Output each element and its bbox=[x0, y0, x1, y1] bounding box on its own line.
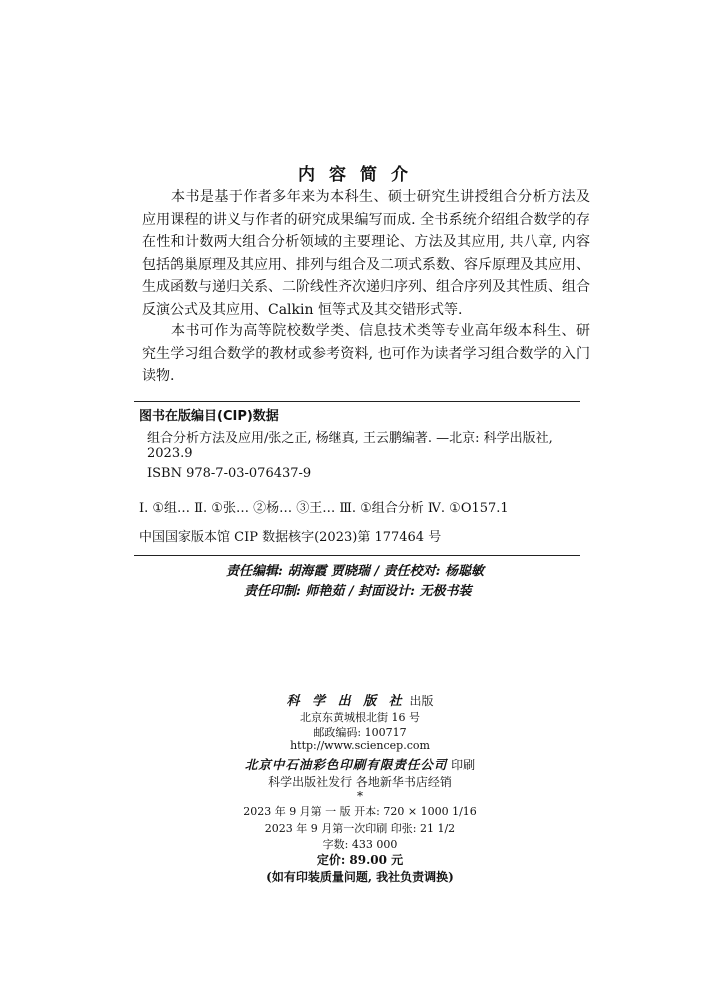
intro-paragraph-2-text: 本书可作为高等院校数学类、信息技术类等专业高年级本科生、研究生学习组合数学的教材或参考资料, 也可作为读者学习组合数学的入门读物. bbox=[142, 323, 590, 385]
price: 定价: 89.00 元 bbox=[316, 853, 404, 867]
intro-paragraph-2 bbox=[142, 320, 590, 388]
cip-top-rule bbox=[134, 401, 580, 402]
cip-entry-line-2: 2023.9 bbox=[147, 446, 193, 461]
publisher-line bbox=[0, 690, 720, 709]
edition-line: 2023 年 9 月第 一 版 开本: 720 × 1000 1/16 bbox=[243, 805, 477, 818]
intro-paragraph-1 bbox=[142, 186, 590, 322]
intro-title: 内容简介 bbox=[298, 165, 422, 185]
quality-notice: (如有印装质量问题, 我社负责调换) bbox=[266, 870, 454, 884]
publisher-suffix: 出版 bbox=[409, 694, 434, 708]
printer-name: 北京中石油彩色印刷有限责任公司 bbox=[244, 757, 448, 772]
cip-entry-line-1: 组合分析方法及应用/张之正, 杨继真, 王云鹏编著. —北京: 科学出版社, bbox=[147, 431, 553, 446]
publisher-address: 北京东黄城根北街 16 号 bbox=[300, 711, 420, 724]
printer-line bbox=[0, 755, 720, 773]
cip-classification: Ⅰ. ①组… Ⅱ. ①张… ②杨… ③王… Ⅲ. ①组合分析 Ⅳ. ①O157.1 bbox=[139, 501, 509, 516]
cip-number: 中国国家版本馆 CIP 数据核字(2023)第 177464 号 bbox=[139, 530, 442, 545]
publisher-name: 科 学 出 版 社 bbox=[286, 694, 406, 709]
credits-line-2: 责任印制: 师艳茹 / 封面设计: 无极书装 bbox=[244, 584, 472, 599]
publisher-url: http://www.sciencep.com bbox=[290, 739, 430, 752]
cip-bottom-rule bbox=[134, 555, 580, 556]
separator-star: * bbox=[357, 789, 363, 803]
distribution-line: 科学出版社发行 各地新华书店经销 bbox=[268, 775, 452, 789]
cip-heading: 图书在版编目(CIP)数据 bbox=[139, 409, 279, 424]
printing-line: 2023 年 9 月第一次印刷 印张: 21 1/2 bbox=[264, 822, 456, 835]
intro-paragraph-1-text: 本书是基于作者多年来为本科生、硕士研究生讲授组合分析方法及应用课程的讲义与作者的研究成果编写而成. 全书系统介绍组合数学的存在性和计数两大组合分析领域的主要理论、方法及其应用, 共八章, 内容包括鸽巢原理及其应用、排列与组合及二项式系数、容斥原理及其应用、生成函数与递归关系、二阶线性齐次递归序列、组合序列及其性质、组合反演公式及其应用、Calkin 恒等式及其交错形式等. bbox=[142, 189, 590, 318]
publisher-postcode: 邮政编码: 100717 bbox=[313, 726, 407, 739]
word-count: 字数: 433 000 bbox=[322, 838, 398, 851]
credits-line-1: 责任编辑: 胡海霞 贾晓瑞 / 责任校对: 杨聪敏 bbox=[226, 564, 484, 579]
printer-suffix: 印刷 bbox=[451, 758, 476, 772]
cip-isbn: ISBN 978-7-03-076437-9 bbox=[147, 466, 312, 481]
